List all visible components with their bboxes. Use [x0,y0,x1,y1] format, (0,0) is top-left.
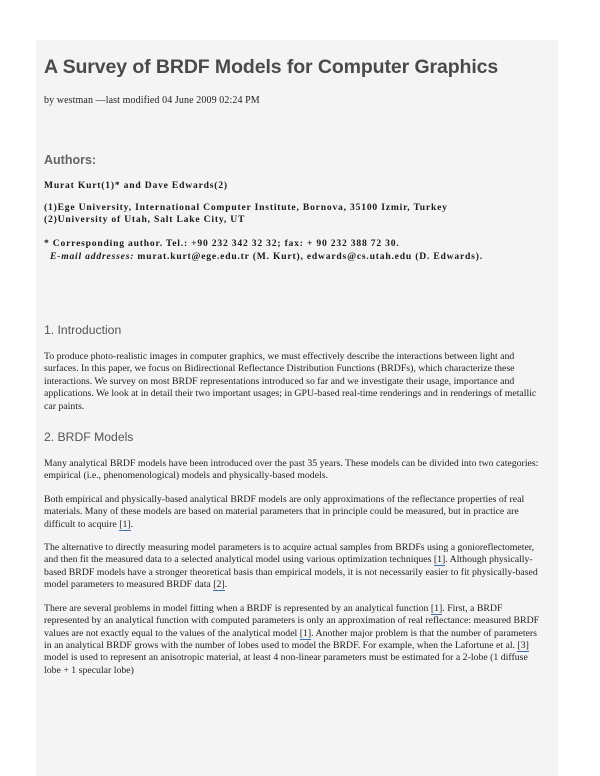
corresponding-contact: * Corresponding author. Tel.: +90 232 342 32 32; fax: + 90 232 388 72 30. [44,238,400,249]
introduction-paragraph: To produce photo-realistic images in computer graphics, we must effectively describe the interactions between light and surfaces. In this paper, we focus on Bidirectional Reflectance Distribution Functions (BRDFs), which characterize these interactions. We survey on most BRDF representations introduced so far and we investigate their usage, importance and applications. We look at in detail their two important usages; in GPU-based real-time renderings and in renderings of metallic car paints. [44,351,537,412]
email-line [44,250,546,263]
author-names: Murat Kurt(1)* and Dave Edwards(2) [44,180,228,191]
brdf-paragraph-2 [44,494,546,531]
authors-block [44,180,546,263]
paragraph-text: . [224,579,228,591]
paragraph-text: . First, a BRDF represented by an analytical function with computed parameters is only an approximation of real reflectance: measured BRDF values are not exactly equal to the values of the analytical model [44,602,540,639]
paragraph-text: model is used to represent an anisotropic material, at least 4 non-linear parameters must be estimated for a 2-lobe (1 diffuse lobe + 1 specular lobe) [44,652,528,676]
brdf-paragraph-3 [44,542,546,592]
authors-heading: Authors: [44,153,97,167]
paragraph-text: . Another major problem is that the number of parameters in an analytical BRDF grows with the number of lobes used to model the BRDF. For example, when the Lafortune et al. [44,627,537,651]
paragraph-text: The alternative to directly measuring model parameters is to acquire actual samples from BRDFs using a gonioreflectometer, and then fit the measured data to a selected analytical model using various optimization techniques [44,542,535,566]
affiliation-1: (1)Ege University, International Computer Institute, Bornova, 35100 Izmir, Turkey [44,202,448,213]
paragraph-text: Both empirical and physically-based analytical BRDF models are only approximations of the reflectance properties of real materials. Many of these models are based on material parameters that in principle could be measured, but in practice are difficult to acquire [44,493,525,530]
citation-link-1[interactable]: [1] [430,602,443,614]
section-heading-introduction: 1. Introduction [44,323,122,337]
brdf-paragraph-4 [44,603,546,677]
citation-link-1[interactable]: [1] [119,518,131,530]
email-addresses: murat.kurt@ege.edu.tr (M. Kurt), edwards@cs.utah.edu (D. Edwards). [134,251,483,262]
affiliation-2: (2)University of Utah, Salt Lake City, UT [44,214,246,225]
page-title: A Survey of BRDF Models for Computer Graphics [44,56,499,78]
email-label: E-mail addresses: [50,251,135,262]
section-heading-brdf-models: 2. BRDF Models [44,430,134,445]
paragraph-text: . [130,518,134,530]
byline: by westman —last modified 04 June 2009 02:24 PM [44,95,260,106]
paragraph-text: There are several problems in model fitting when a BRDF is represented by an analytical function [44,602,431,614]
corresponding-author [44,237,546,263]
citation-link-1[interactable]: [1] [299,627,312,639]
brdf-paragraph-1: Many analytical BRDF models have been introduced over the past 35 years. These models can be divided into two categories: empirical (i.e., phenomenological) models and physically-based models. [44,458,539,482]
document-page [36,40,558,776]
paragraph-text: . Although physically-based BRDF models have a stronger theoretical basis than empirical models, it is not necessarily easier to fit physically-based model parameters to measured BRDF data [44,554,538,591]
citation-link-3[interactable]: [3] [517,639,529,651]
citation-link-2[interactable]: [2] [213,579,225,591]
citation-link-1[interactable]: [1] [433,554,446,566]
affiliations [44,202,546,226]
